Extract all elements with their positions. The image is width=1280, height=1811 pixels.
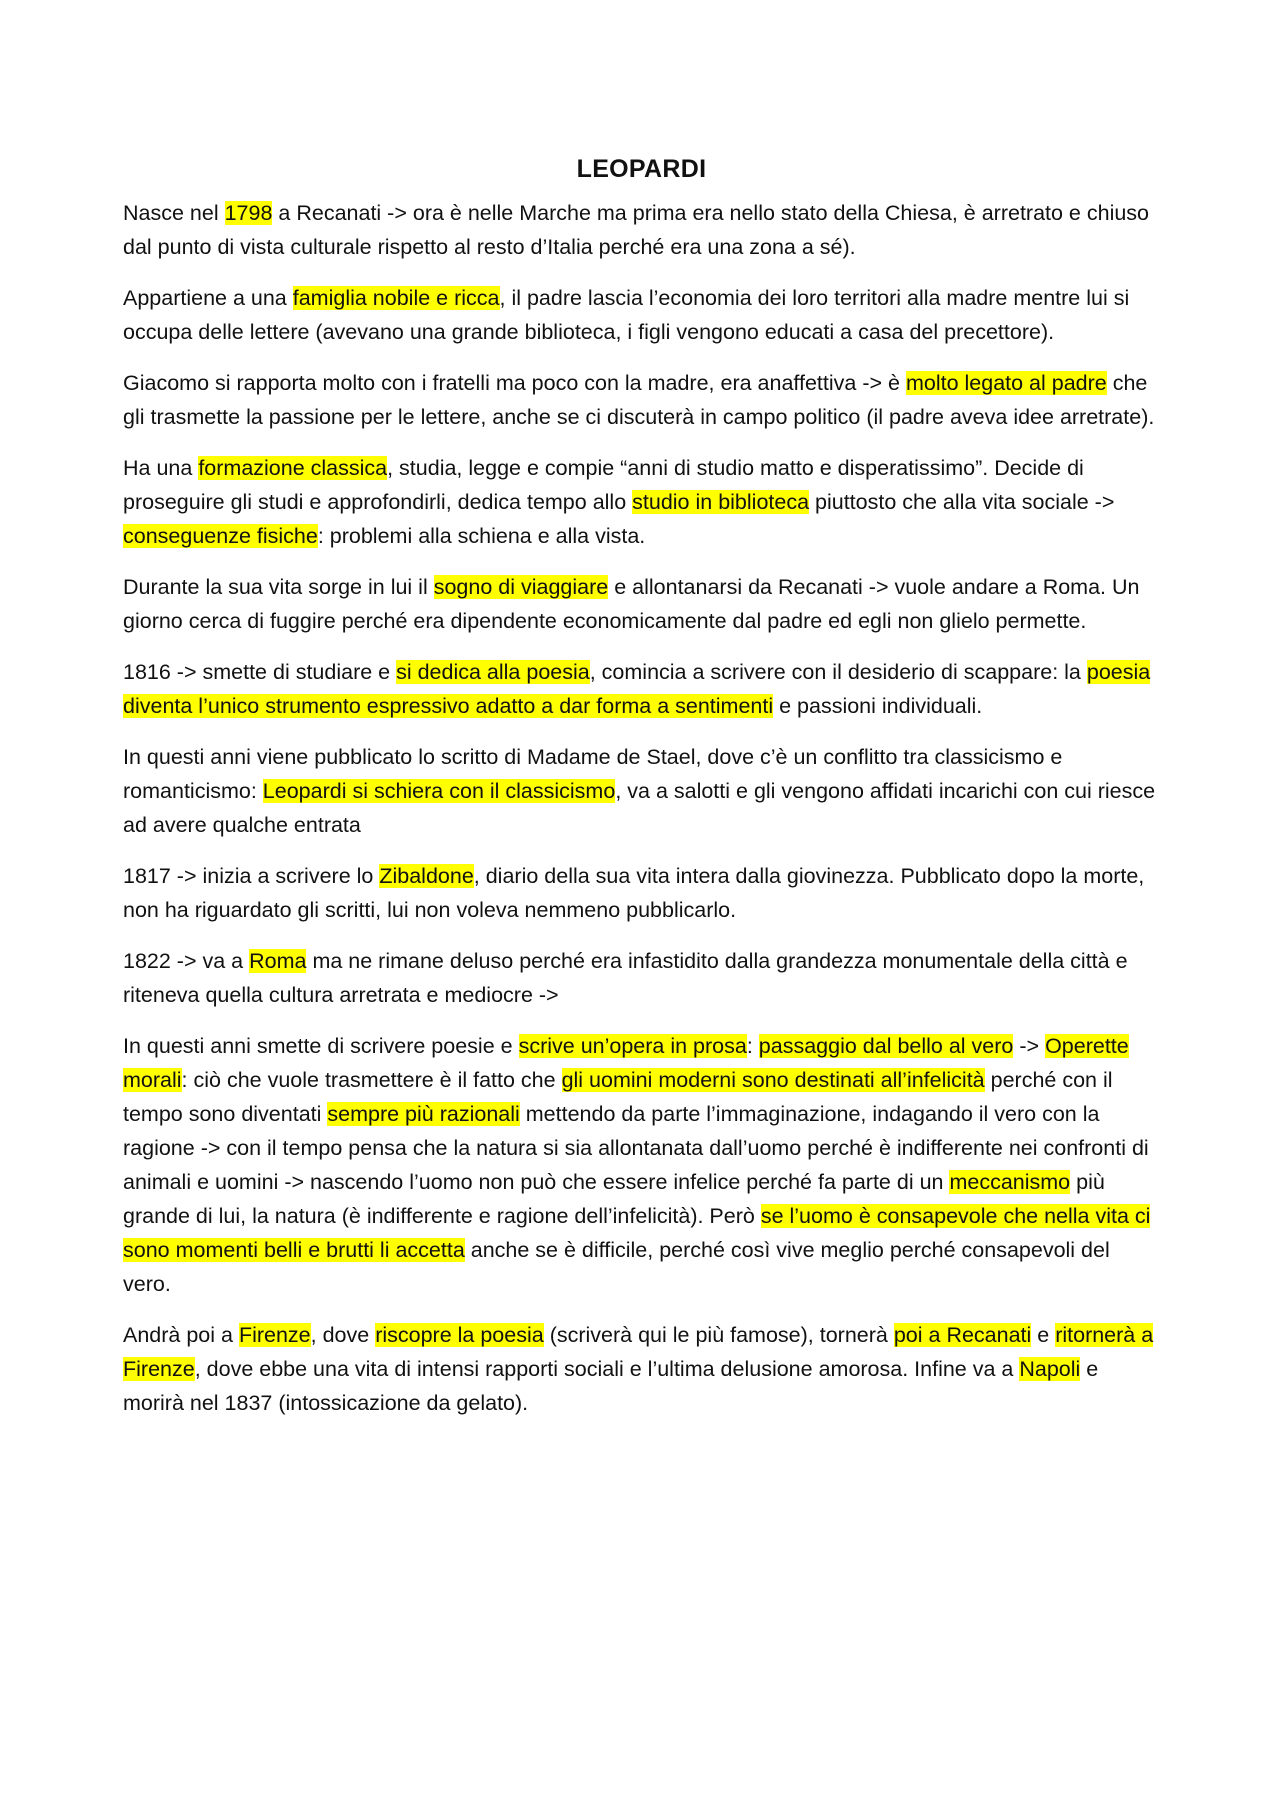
paragraph — [123, 196, 1160, 264]
text-run: anche se è difficile, perché così vive meglio perché consapevoli del vero. — [123, 1238, 1110, 1296]
highlighted-text: scrive un’opera in prosa — [518, 1034, 747, 1058]
highlighted-text: se l’uomo è consapevole che nella vita ci sono momenti belli e brutti li accetta — [123, 1204, 1151, 1262]
highlighted-text: poi a Recanati — [893, 1323, 1032, 1347]
paragraph — [123, 366, 1160, 434]
highlighted-text: Operette morali — [123, 1034, 1129, 1092]
text-run: più grande di lui, la natura (è indifferente e ragione dell’infelicità). Però — [123, 1170, 1105, 1228]
text-run: (scriverà qui le più famose), tornerà — [543, 1323, 894, 1347]
highlighted-text: sogno di viaggiare — [433, 575, 609, 599]
text-run: , comincia a scrivere con il desiderio di scappare: la — [589, 660, 1087, 684]
text-run: e morirà nel 1837 (intossicazione da gelato). — [123, 1357, 1099, 1415]
text-run: e passioni individuali. — [773, 694, 983, 718]
highlighted-text: Leopardi si schiera con il classicismo — [262, 779, 616, 803]
paragraph — [123, 655, 1160, 723]
highlighted-text: riscopre la poesia — [375, 1323, 544, 1347]
document-title: LEOPARDI — [576, 155, 707, 183]
highlighted-text: Roma — [249, 949, 307, 973]
paragraph — [123, 281, 1160, 349]
text-run: Nasce nel — [123, 201, 225, 225]
text-run: Giacomo si rapporta molto con i fratelli ma poco con la madre, era anaffettiva -> è — [123, 371, 906, 395]
text-run: Durante la sua vita sorge in lui il — [123, 575, 434, 599]
highlighted-text: sempre più razionali — [327, 1102, 520, 1126]
text-run: , studia, legge e compie “anni di studio matto e disperatissimo”. Decide di proseguire gli studi e approfondirli, dedica tempo allo — [123, 456, 1084, 514]
text-run: : ciò che vuole trasmettere è il fatto che — [181, 1068, 562, 1092]
paragraph — [123, 944, 1160, 1012]
text-run: Appartiene a una — [123, 286, 293, 310]
paragraph — [123, 740, 1160, 842]
text-run: 1822 -> va a — [123, 949, 250, 973]
text-run: 1816 -> smette di studiare e — [123, 660, 397, 684]
text-run: Andrà poi a — [123, 1323, 239, 1347]
text-run: ma ne rimane deluso perché era infastidito dalla grandezza monumentale della città e riteneva quella cultura arretrata e mediocre -> — [123, 949, 1128, 1007]
text-run: e allontanarsi da Recanati -> vuole andare a Roma. Un giorno cerca di fuggire perché era dipendente economicamente dal padre ed egli non glielo permette. — [123, 575, 1140, 633]
highlighted-text: poesia diventa l’unico strumento espressivo adatto a dar forma a sentimenti — [123, 660, 1151, 718]
paragraph — [123, 1029, 1160, 1301]
highlighted-text: Napoli — [1019, 1357, 1081, 1381]
text-run: e — [1031, 1323, 1056, 1347]
highlighted-text: studio in biblioteca — [632, 490, 810, 514]
text-run: In questi anni viene pubblicato lo scritto di Madame de Stael, dove c’è un conflitto tra classicismo e romanticismo: — [123, 745, 1063, 803]
highlighted-text: 1798 — [224, 201, 273, 225]
text-run: : problemi alla schiena e alla vista. — [317, 524, 646, 548]
highlighted-text: si dedica alla poesia — [396, 660, 590, 684]
text-run: : — [746, 1034, 759, 1058]
text-run: che gli trasmette la passione per le lettere, anche se ci discuterà in campo politico (il padre aveva idee arretrate). — [123, 371, 1155, 429]
paragraph — [123, 859, 1160, 927]
text-run: perché con il tempo sono diventati — [123, 1068, 1113, 1126]
text-run: , va a salotti e gli vengono affidati incarichi con cui riesce ad avere qualche entrata — [123, 779, 1156, 837]
highlighted-text: gli uomini moderni sono destinati all’infelicità — [561, 1068, 985, 1092]
text-run: 1817 -> inizia a scrivere lo — [123, 864, 380, 888]
highlighted-text: ritornerà a Firenze — [123, 1323, 1154, 1381]
highlighted-text: formazione classica — [198, 456, 388, 480]
paragraph — [123, 451, 1160, 553]
highlighted-text: conseguenze fisiche — [123, 524, 318, 548]
paragraph — [123, 1318, 1160, 1420]
text-run: mettendo da parte l’immaginazione, indagando il vero con la ragione -> con il tempo pensa che la natura si sia allontanata dall’uomo perché è indifferente nei confronti di animali e uomini -> nascendo l’uomo non può che essere infelice perché fa parte di un — [123, 1102, 1149, 1194]
highlighted-text: passaggio dal bello al vero — [758, 1034, 1014, 1058]
text-run: Ha una — [123, 456, 199, 480]
text-run: -> — [1013, 1034, 1046, 1058]
highlighted-text: famiglia nobile e ricca — [292, 286, 500, 310]
document-body — [123, 196, 1160, 1420]
text-run: , diario della sua vita intera dalla giovinezza. Pubblicato dopo la morte, non ha riguardato gli scritti, lui non voleva nemmeno pubblicarlo. — [123, 864, 1145, 922]
text-run: , il padre lascia l’economia dei loro territori alla madre mentre lui si occupa delle lettere (avevano una grande biblioteca, i figli vengono educati a casa del precettore). — [123, 286, 1130, 344]
text-run: , dove ebbe una vita di intensi rapporti sociali e l’ultima delusione amorosa. Infine va a — [194, 1357, 1020, 1381]
paragraph — [123, 570, 1160, 638]
text-run: a Recanati -> ora è nelle Marche ma prima era nello stato della Chiesa, è arretrato e chiuso dal punto di vista culturale rispetto al resto d’Italia perché era una zona a sé). — [123, 201, 1150, 259]
highlighted-text: meccanismo — [949, 1170, 1071, 1194]
highlighted-text: Firenze — [238, 1323, 311, 1347]
text-run: In questi anni smette di scrivere poesie e — [123, 1034, 519, 1058]
text-run: , dove — [310, 1323, 376, 1347]
text-run: piuttosto che alla vita sociale -> — [809, 490, 1115, 514]
highlighted-text: molto legato al padre — [905, 371, 1107, 395]
highlighted-text: Zibaldone — [379, 864, 474, 888]
